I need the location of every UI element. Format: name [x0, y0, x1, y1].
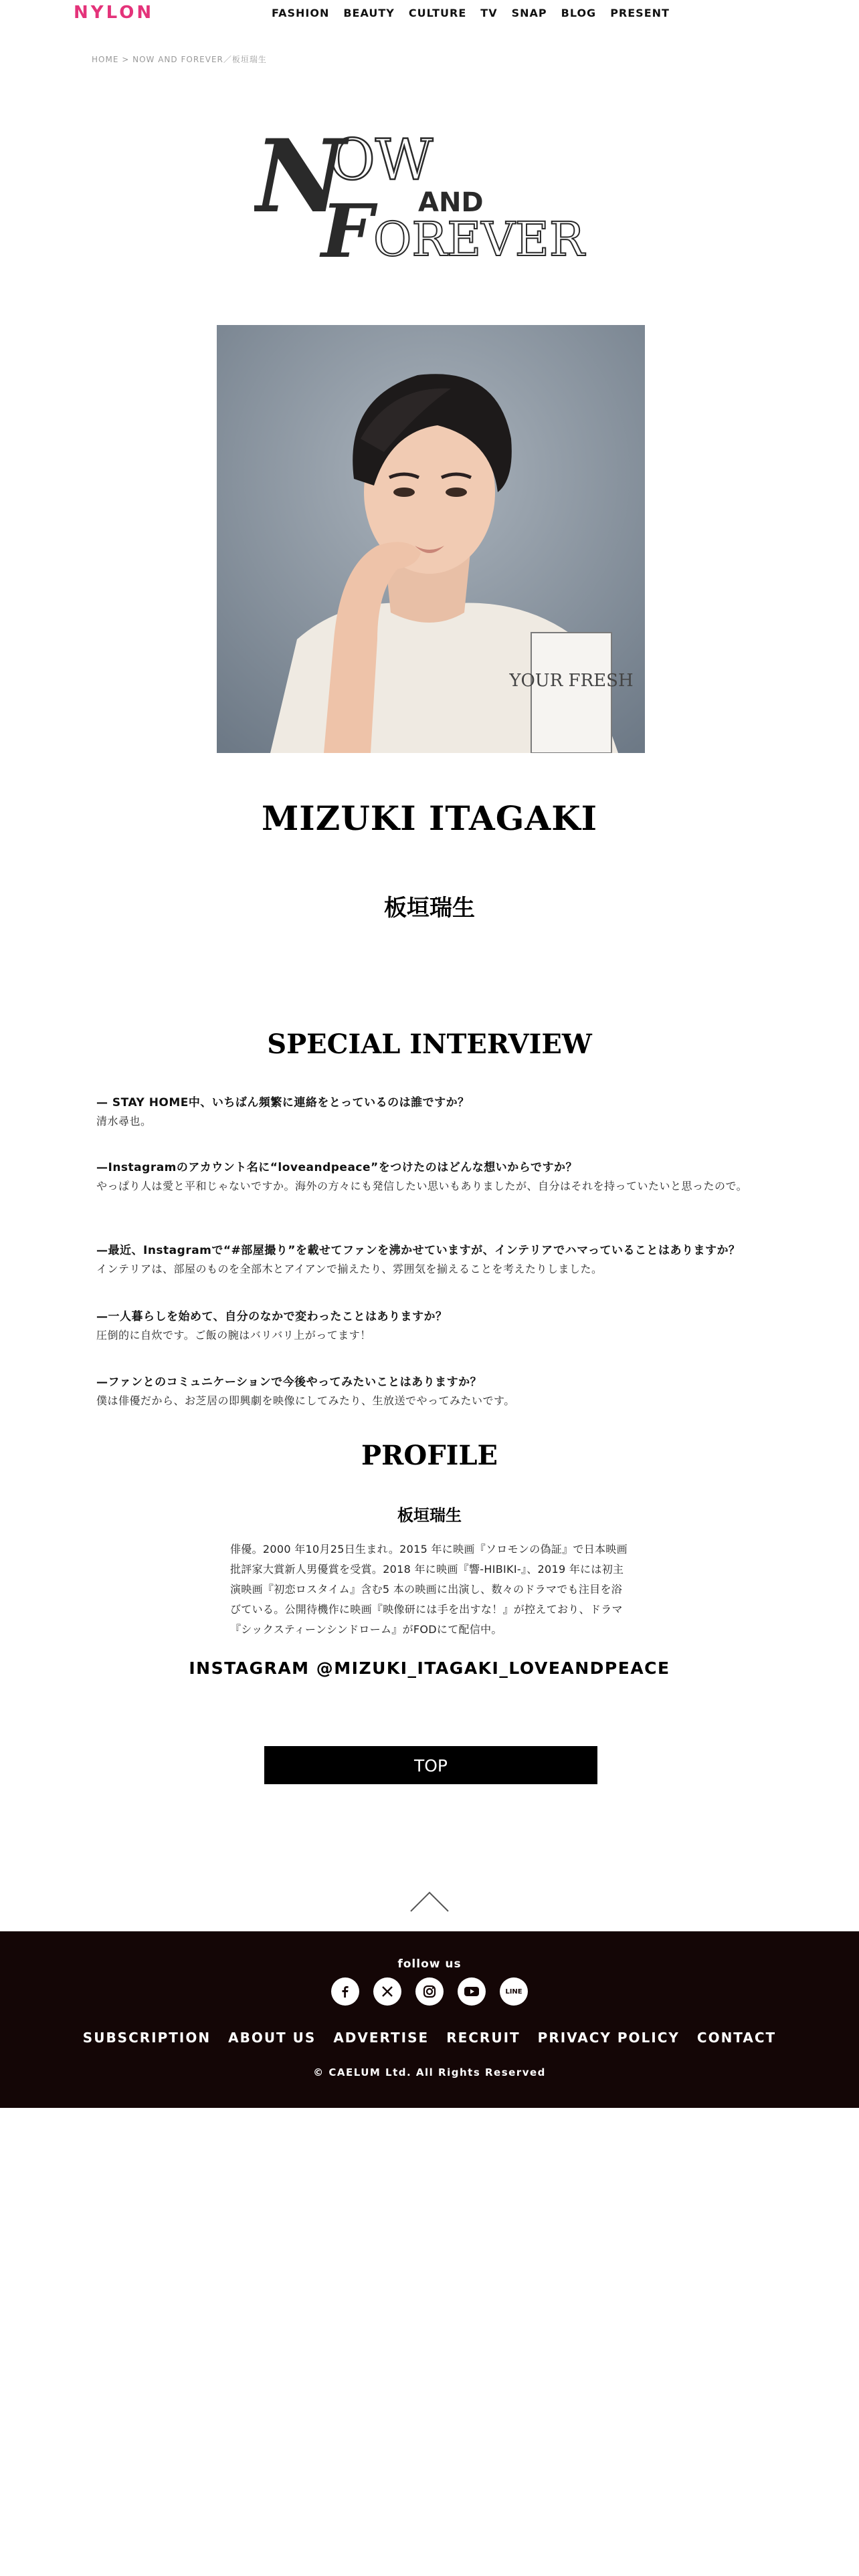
- answer: 圧倒的に自炊です。ご飯の腕はバリバリ上がってます！: [96, 1329, 371, 1341]
- answer: インテリアは、部屋のものを全部木とアイアンで揃えたり、雰囲気を揃えることを考えたりしました。: [96, 1263, 603, 1275]
- copyright: © CAELUM Ltd. All Rights Reserved: [313, 2066, 546, 2078]
- nav-fashion[interactable]: FASHION: [272, 7, 330, 19]
- youtube-icon[interactable]: [458, 1977, 486, 2006]
- footer-link-contact[interactable]: CONTACT: [696, 2030, 777, 2046]
- instagram-icon[interactable]: [415, 1977, 444, 2006]
- nav-beauty[interactable]: BEAUTY: [343, 7, 395, 19]
- logo-letter-n: N: [254, 118, 347, 235]
- site-header: [0, 0, 859, 29]
- instagram-handle[interactable]: INSTAGRAM @MIZUKI_ITAGAKI_LOVEANDPEACE: [189, 1658, 670, 1678]
- question: — STAY HOME中、いちばん頻繁に連絡をとっているのは誰ですか？: [96, 1096, 470, 1109]
- qa-item: [96, 1159, 765, 1195]
- breadcrumb-divider: ／: [223, 55, 232, 64]
- person-name-en: MIZUKI ITAGAKI: [261, 798, 598, 838]
- x-icon[interactable]: [373, 1977, 401, 2006]
- footer-link-about[interactable]: ABOUT US: [228, 2030, 316, 2046]
- question: —ファンとのコミュニケーションで今後やってみたいことはありますか？: [96, 1376, 482, 1389]
- question: —Instagramのアカウント名に“loveandpeace”をつけたのはどんな想いからですか？: [96, 1161, 578, 1174]
- footer-link-privacy[interactable]: PRIVACY POLICY: [537, 2030, 680, 2046]
- portrait-illustration: [217, 325, 645, 753]
- qa-item: [96, 1374, 765, 1410]
- jacket-print-text: YOUR FRESH: [509, 671, 634, 691]
- interview-title: SPECIAL INTERVIEW: [267, 1029, 592, 1060]
- site-footer: [0, 1931, 859, 2108]
- qa-item: [96, 1094, 765, 1130]
- breadcrumb-section[interactable]: NOW AND FOREVER: [132, 55, 223, 64]
- follow-us-label: follow us: [397, 1957, 462, 1971]
- answer: 僕は俳優だから、お芝居の即興劇を映像にしてみたり、生放送でやってみたいです。: [96, 1394, 515, 1407]
- scroll-to-top-icon[interactable]: [409, 1890, 450, 1913]
- qa-item: [96, 1308, 765, 1344]
- breadcrumb-current: 板垣瑞生: [231, 55, 267, 64]
- nav-culture[interactable]: CULTURE: [408, 7, 467, 19]
- breadcrumb-home[interactable]: HOME: [92, 55, 119, 64]
- portrait-photo: [217, 325, 645, 753]
- question: —最近、Instagramで“#部屋撮り”を載せてファンを沸かせていますが、インテリアでハマっていることはありますか？: [96, 1244, 741, 1257]
- nylon-logo[interactable]: NYLON: [74, 3, 155, 23]
- logo-ow: OW: [329, 127, 434, 193]
- nav-snap[interactable]: SNAP: [511, 7, 547, 19]
- answer: 清水尋也。: [96, 1115, 152, 1128]
- facebook-icon[interactable]: [331, 1977, 359, 2006]
- logo-orever: OREVER: [373, 212, 585, 263]
- nav-blog[interactable]: BLOG: [561, 7, 597, 19]
- profile-name: 板垣瑞生: [397, 1506, 462, 1525]
- footer-link-advertise[interactable]: ADVERTISE: [333, 2030, 430, 2046]
- line-icon-text: LINE: [505, 1988, 522, 1996]
- nav-tv[interactable]: TV: [480, 7, 498, 19]
- answer: やっぱり人は愛と平和じゃないですか。海外の方々にも発信したい思いもありましたが、自分はそれを持っていたいと思ったので。: [96, 1180, 748, 1192]
- now-and-forever-logo: [254, 110, 609, 263]
- question: —一人暮らしを始めて、自分のなかで変わったことはありますか？: [96, 1310, 448, 1323]
- line-icon[interactable]: [500, 1977, 528, 2006]
- profile-title: PROFILE: [361, 1440, 498, 1471]
- footer-link-recruit[interactable]: RECRUIT: [446, 2030, 520, 2046]
- footer-link-subscription[interactable]: SUBSCRIPTION: [82, 2030, 211, 2046]
- footer-links: [0, 2030, 859, 2046]
- social-links: [331, 1977, 528, 2006]
- nav-present[interactable]: PRESENT: [610, 7, 670, 19]
- breadcrumb-separator: >: [122, 55, 130, 64]
- breadcrumb: [92, 53, 267, 65]
- logo-and: AND: [418, 187, 484, 218]
- qa-item: [96, 1242, 765, 1278]
- logo-letter-f: F: [321, 188, 374, 263]
- top-button[interactable]: TOP: [264, 1746, 597, 1784]
- main-nav: [272, 7, 670, 19]
- person-name-ja: 板垣瑞生: [384, 895, 475, 922]
- profile-bio: 俳優。2000 年10月25日生まれ。2015 年に映画『ソロモンの偽証』で日本映画批評家大賞新人男優賞を受賞。2018 年に映画『響-HIBIKI-』、2019 年には初主演映画『初恋ロスタイム』含む5 本の映画に出演し、数々のドラマでも注目を浴びている。公開待機作に映画『映像研には手を出すな！』が控えており、ドラマ『シックスティーンシンドローム』がFODにて配信中。: [230, 1543, 628, 1636]
